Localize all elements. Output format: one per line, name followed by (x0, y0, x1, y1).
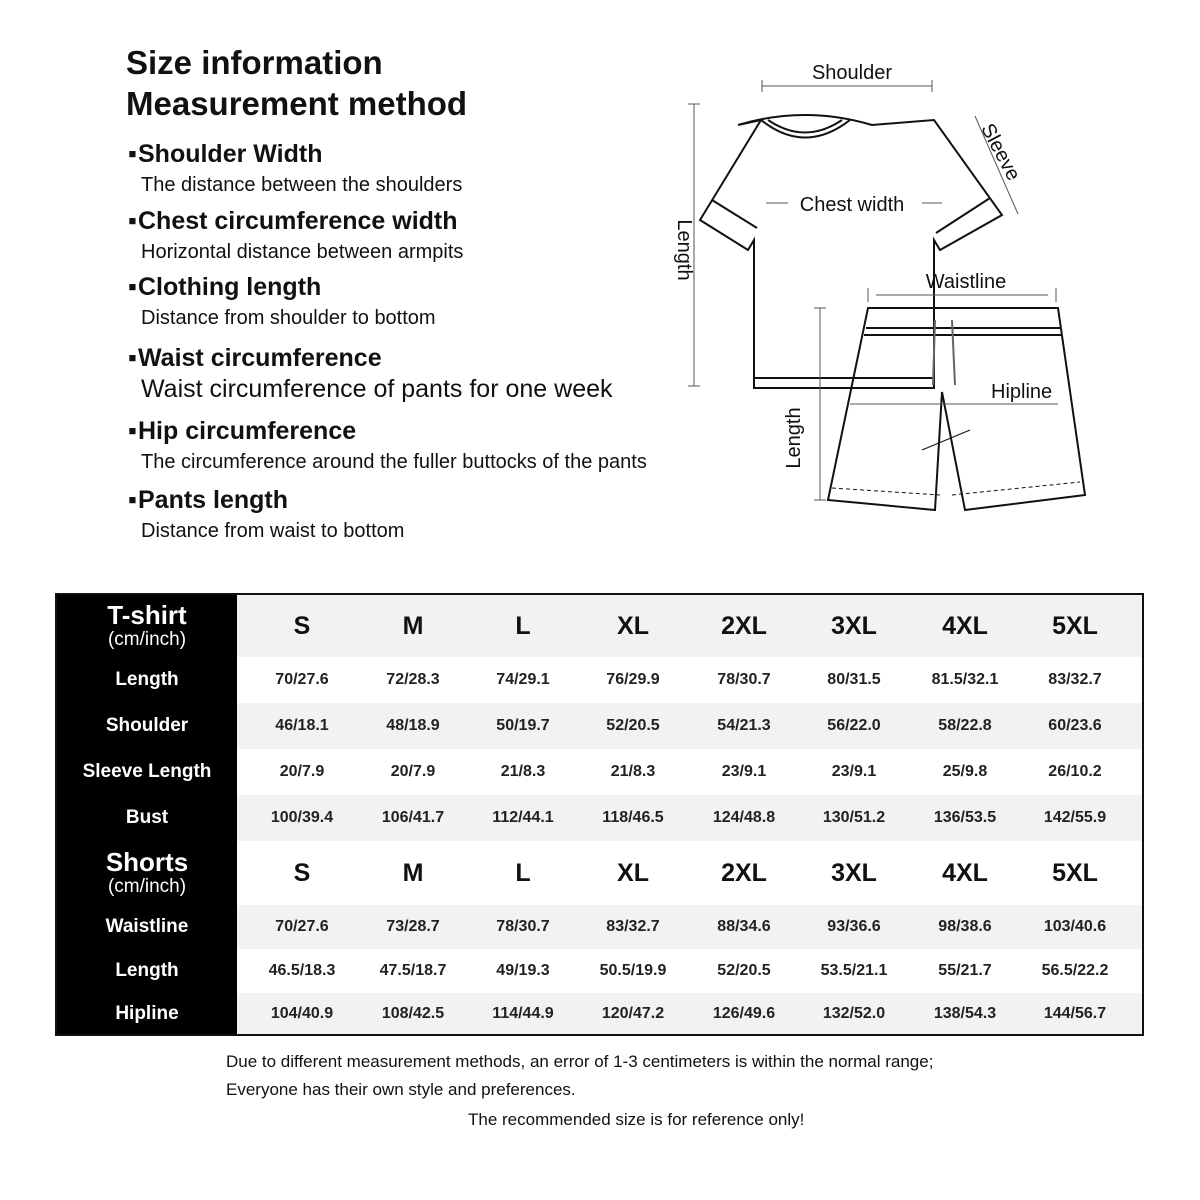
bullet-icon: ▪ (128, 207, 137, 235)
section-label-shorts (57, 841, 237, 905)
note-style: Everyone has their own style and preferences. (226, 1080, 576, 1099)
method-heading: Shoulder Width (138, 140, 323, 168)
table-row (57, 703, 1142, 749)
table-cell: 83/32.7 (1048, 671, 1102, 688)
method-description: Waist circumference of pants for one week (141, 375, 613, 403)
bullet-icon: ▪ (128, 417, 137, 445)
table-cell: 114/44.9 (492, 1004, 554, 1022)
section-unit: (cm/inch) (107, 875, 187, 897)
method-item-shoulder (128, 142, 462, 195)
table-cell: 132/52.0 (822, 1004, 886, 1022)
shorts-outline-icon (828, 308, 1085, 510)
table-cell: 23/9.1 (721, 763, 767, 780)
row-label: Waistline (105, 916, 189, 937)
table-cell: 26/10.2 (1048, 763, 1102, 780)
method-description: Distance from waist to bottom (141, 520, 405, 542)
table-cell: 20/7.9 (279, 763, 325, 780)
size-chart-table (55, 593, 1144, 1036)
method-heading: Chest circumference width (138, 207, 458, 235)
bullet-icon: ▪ (128, 140, 137, 168)
method-item-chest (128, 209, 463, 262)
table-cell: 120/47.2 (601, 1004, 665, 1022)
table-cell: 144/56.7 (1043, 1004, 1107, 1022)
table-cell: 104/40.9 (270, 1004, 334, 1022)
method-description: The distance between the shoulders (141, 174, 463, 196)
method-heading: Hip circumference (138, 417, 357, 445)
table-cell: 48/18.9 (386, 717, 440, 734)
table-cell: 53.5/21.1 (820, 962, 888, 979)
table-cell: 70/27.6 (275, 918, 329, 935)
method-heading: Waist circumference (138, 344, 382, 372)
bullet-icon: ▪ (128, 273, 137, 301)
table-cell: 78/30.7 (717, 671, 771, 688)
table-row (57, 795, 1142, 841)
table-cell: 21/8.3 (500, 763, 546, 780)
table-cell: 83/32.7 (606, 918, 660, 935)
table-cell: 80/31.5 (827, 671, 881, 688)
row-label: Length (115, 669, 179, 690)
size-header: 2XL (721, 611, 767, 640)
table-cell: 58/22.8 (938, 717, 992, 734)
size-header: 5XL (1052, 611, 1098, 640)
size-header: 5XL (1052, 858, 1098, 887)
table-cell: 74/29.1 (496, 671, 550, 688)
table-cell: 130/51.2 (822, 809, 886, 826)
method-description: Distance from shoulder to bottom (141, 307, 436, 329)
table-cell: 47.5/18.7 (379, 962, 447, 979)
table-cell: 100/39.4 (270, 809, 334, 826)
table-cell: 60/23.6 (1048, 717, 1102, 734)
table-cell: 93/36.6 (827, 918, 881, 935)
table-cell: 56.5/22.2 (1041, 962, 1109, 979)
section-label-tshirt (57, 595, 237, 657)
table-cell: 21/8.3 (610, 763, 656, 780)
table-cell: 124/48.8 (712, 809, 776, 826)
sleeve-label: Sleeve (976, 120, 1025, 185)
size-header: L (515, 611, 531, 640)
row-label: Bust (125, 807, 169, 828)
table-header-row (57, 595, 1142, 657)
note-measurement-error: Due to different measurement methods, an error of 1-3 centimeters is within the normal range; (226, 1052, 934, 1071)
method-description: The circumference around the fuller buttocks of the pants (141, 451, 647, 473)
method-description: Horizontal distance between armpits (141, 241, 464, 263)
table-cell: 52/20.5 (717, 962, 771, 979)
table-cell: 73/28.7 (386, 918, 440, 935)
chest-width-label: Chest width (799, 194, 905, 216)
table-row (57, 949, 1142, 993)
table-cell: 108/42.5 (381, 1004, 445, 1022)
pants-length-label: Length (783, 407, 805, 469)
table-cell: 46/18.1 (275, 717, 329, 734)
method-heading: Clothing length (138, 273, 322, 301)
row-label: Hipline (115, 1002, 179, 1024)
size-header: 4XL (942, 611, 988, 640)
table-cell: 142/55.9 (1043, 809, 1107, 826)
bullet-icon: ▪ (128, 344, 137, 372)
table-cell: 118/46.5 (602, 809, 664, 826)
table-cell: 103/40.6 (1043, 918, 1107, 935)
table-cell: 81.5/32.1 (931, 671, 999, 688)
t-shirt-outline-icon (700, 115, 1002, 388)
table-row (57, 993, 1142, 1034)
size-header: XL (617, 858, 649, 887)
table-cell: 49/19.3 (496, 962, 550, 979)
method-heading: Pants length (138, 486, 289, 514)
size-header: S (293, 858, 311, 887)
method-item-pants-length (128, 488, 404, 541)
size-header: 3XL (831, 858, 877, 887)
table-cell: 72/28.3 (386, 671, 440, 688)
page-subtitle: Measurement method (126, 85, 468, 122)
table-cell: 138/54.3 (933, 1004, 997, 1022)
measurement-diagram (650, 50, 1120, 530)
table-cell: 76/29.9 (606, 671, 660, 688)
table-cell: 88/34.6 (717, 918, 771, 935)
table-cell: 55/21.7 (938, 962, 992, 979)
table-cell: 106/41.7 (381, 809, 445, 826)
table-cell: 25/9.8 (942, 763, 988, 780)
table-header-row (57, 841, 1142, 905)
size-header: S (293, 611, 311, 640)
size-header: L (515, 858, 531, 887)
shirt-length-label: Length (673, 219, 695, 281)
section-unit: (cm/inch) (107, 628, 187, 650)
table-cell: 112/44.1 (492, 809, 554, 826)
table-cell: 78/30.7 (496, 918, 550, 935)
table-cell: 126/49.6 (712, 1004, 776, 1022)
table-row (57, 657, 1142, 703)
bullet-icon: ▪ (128, 486, 137, 514)
table-cell: 56/22.0 (827, 717, 881, 734)
table-cell: 23/9.1 (831, 763, 877, 780)
method-item-clothing-length (128, 275, 436, 328)
table-cell: 46.5/18.3 (268, 962, 336, 979)
table-cell: 50/19.7 (496, 717, 550, 734)
table-row (57, 749, 1142, 795)
table-row (57, 905, 1142, 949)
size-header: M (402, 858, 424, 887)
page-title: Size information (126, 44, 383, 81)
section-name: T-shirt (107, 600, 187, 631)
size-header: M (402, 611, 424, 640)
size-header: XL (617, 611, 649, 640)
row-label: Sleeve Length (82, 761, 212, 782)
method-item-waist (128, 346, 613, 402)
table-cell: 54/21.3 (717, 717, 771, 734)
row-label: Length (115, 960, 179, 981)
table-cell: 50.5/19.9 (599, 962, 667, 979)
table-cell: 20/7.9 (390, 763, 436, 780)
shoulder-label: Shoulder (811, 62, 893, 84)
row-label: Shoulder (105, 715, 189, 736)
size-header: 3XL (831, 611, 877, 640)
table-cell: 52/20.5 (606, 717, 660, 734)
waistline-label: Waistline (925, 271, 1007, 293)
table-cell: 70/27.6 (275, 671, 329, 688)
note-reference: The recommended size is for reference only! (468, 1110, 805, 1129)
hipline-label: Hipline (991, 381, 1053, 403)
table-cell: 136/53.5 (933, 809, 997, 826)
size-header: 4XL (942, 858, 988, 887)
size-header: 2XL (721, 858, 767, 887)
method-item-hip (128, 419, 647, 472)
section-name: Shorts (105, 847, 189, 878)
table-cell: 98/38.6 (938, 918, 992, 935)
